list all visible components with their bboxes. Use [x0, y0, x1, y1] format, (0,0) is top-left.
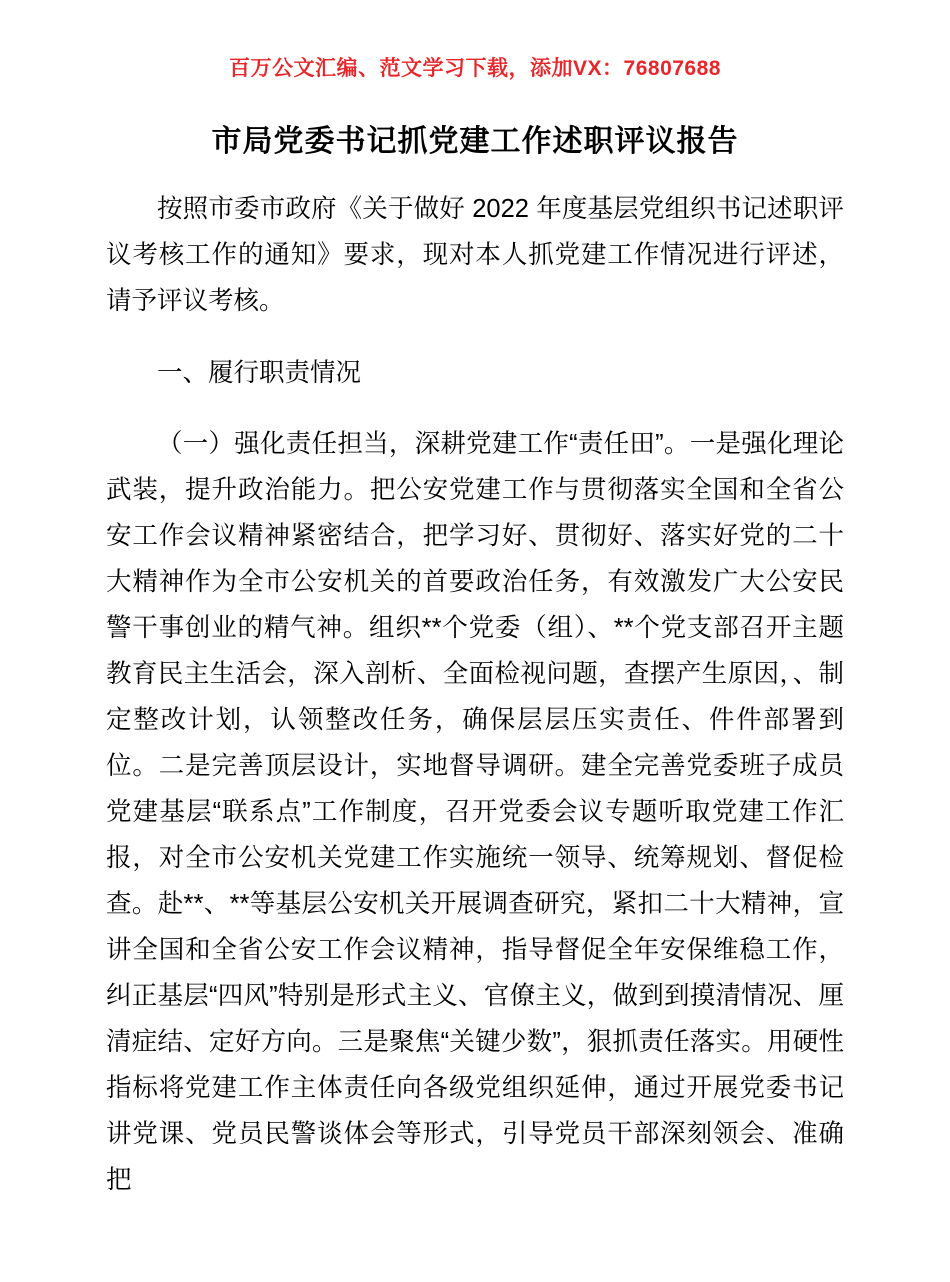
paragraph-intro: 按照市委市政府《关于做好 2022 年度基层党组织书记述职评议考核工作的通知》要求，现对本人抓党建工作情况进行评述，请予评议考核。 — [106, 195, 844, 315]
page-title: 市局党委书记抓党建工作述职评议报告 — [211, 125, 739, 158]
watermark-banner: 百万公文汇编、范文学习下载，添加VX：76807688 — [229, 57, 721, 80]
section-heading-one: 一、履行职责情况 — [157, 358, 362, 387]
document-page — [0, 52, 950, 1282]
paragraph-subsection-one: （一）强化责任担当，深耕党建工作“责任田”。一是强化理论武装，提升政治能力。把公安党建工作与贯彻落实全国和全省公安工作会议精神紧密结合，把学习好、贯彻好、落实好党的二十大精神作为全市公安机关的首要政治任务，有效激发广大公安民警干事创业的精气神。组织**个党委（组）、**个党支部召开主题教育民主生活会，深入剖析、全面检视问题，查摆产生原因，、制定整改计划，认领整改任务，确保层层压实责任、件件部署到位。二是完善顶层设计，实地督导调研。建全完善党委班子成员党建基层“联系点”工作制度，召开党委会议专题听取党建工作汇报，对全市公安机关党建工作实施统一领导、统筹规划、督促检查。赴**、**等基层公安机关开展调查研究，紧扣二十大精神，宣讲全国和全省公安工作会议精神，指导督促全年安保维稳工作，纠正基层“四风”特别是形式主义、官僚主义，做到到摸清情况、厘清症结、定好方向。三是聚焦“关键少数”，狠抓责任落实。用硬性指标将党建工作主体责任向各级党组织延伸，通过开展党委书记讲党课、党员民警谈体会等形式，引导党员干部深刻领会、准确把 — [106, 430, 844, 1194]
